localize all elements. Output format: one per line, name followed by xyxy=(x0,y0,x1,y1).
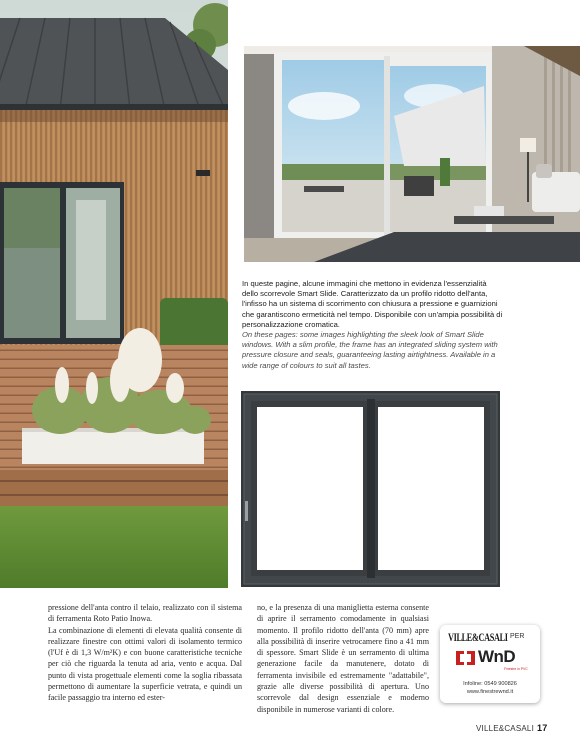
body-paragraph: pressione dell'anta contro il telaio, realizzato con il sistema di ferramenta Roto Patio Inowa. xyxy=(48,603,242,624)
caption-english: On these pages: some images highlighting the sleek look of Smart Slide windows. With a slim profile, the frame has an integrated sliding system with pressure closure and seals, guaranteeing lasting airtightness. Available in a wide range of colours to suit all tastes. xyxy=(242,330,498,370)
house-illustration xyxy=(0,0,228,588)
infoline-text: Infoline: 0549 900826 xyxy=(463,681,517,687)
smart-slide-window-product xyxy=(241,391,500,587)
wnd-tagline: Finestre in PVC xyxy=(504,667,528,671)
magazine-brand: VILLE&CASALI xyxy=(448,632,508,644)
body-column-2 xyxy=(257,602,429,715)
house-photo xyxy=(0,0,228,588)
wnd-logo-icon xyxy=(456,651,475,665)
window-product-illustration xyxy=(241,391,500,587)
page-footer xyxy=(476,723,547,733)
interior-photo xyxy=(244,46,580,262)
body-paragraph: La combinazione di elementi di elevata qualità consente di realizzare finestre con ottimi valori di isolamento termico (l'Uf è di 1,3 W/m²K) e con buone caratteristiche tecniche per ciò che riguarda la tenuta ad aria, vento e acqua. Dal punto di vista progettuale elementi come la soglia ribassata permettono di aumentare la superficie vetrata, e quindi un facile passaggio tra interno ed ester- xyxy=(48,625,242,703)
body-column-1 xyxy=(48,602,242,704)
page-number: 17 xyxy=(537,723,548,733)
footer-magazine: VILLE&CASALI xyxy=(476,724,534,733)
body-paragraph: no, e la presenza di una maniglietta esterna consente di aprire il serramento comodamente in qualsiasi momento. Il profilo ridotto dell'anta (70 mm) apre alla possibilità di inserire vetrocamere fino a 41 mm di spessore. Smart Slide è un serramento di ultima generazione facile da manutenere, dotato di ferramenta invisibile ed estremamente "adattabile", grazie alle diverse possibilità di apertura. Uno scorrevole dal design essenziale e moderno disponibile in numerose varianti di colore. xyxy=(257,603,429,714)
website-link[interactable]: www.finestrewnd.it xyxy=(466,689,514,695)
sponsor-per-label: PER xyxy=(510,633,525,640)
sponsor-box xyxy=(440,625,540,703)
interior-illustration xyxy=(244,46,580,262)
photo-caption xyxy=(242,279,504,371)
wnd-logo-text: WnD xyxy=(478,647,516,666)
caption-italian: In queste pagine, alcune immagini che mettono in evidenza l'essenzialità dello scorrevole Smart Slide. Caratterizzato da un profilo ridotto dell'anta, l'infisso ha un sistema di scorrimento con chiusura a pressione e guarnizioni che garantiscono ermeticità nel tempo. Disponibile con un'ampia possibilità di personalizzazione cromatica. xyxy=(242,279,503,329)
